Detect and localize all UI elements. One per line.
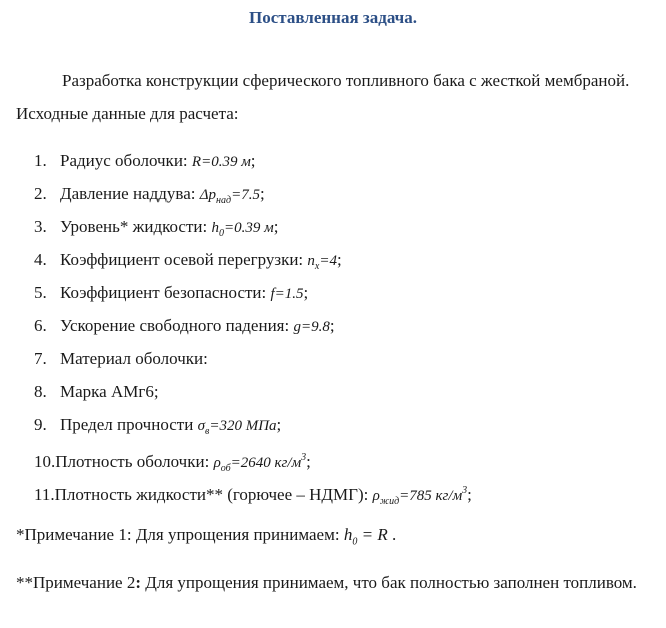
list-item: 11.Плотность жидкости** (горючее – НДМГ): $\rho_{жид}=785$ $кг/м^3$; <box>34 474 654 507</box>
list-item-value: f=1.5 <box>270 286 304 302</box>
input-data-list <box>34 144 654 507</box>
note-1: *Примечание 1: Для упрощения принимаем: $h_0 = R$ . <box>16 525 397 548</box>
list-item-value: R=0.39 м <box>191 154 251 170</box>
list-item-label: Давление наддува: <box>60 184 200 203</box>
page-title: Поставленная задача. <box>249 8 417 27</box>
list-item: 8. Марка АМг6; <box>34 375 654 408</box>
list-item-number: 3. <box>34 217 47 236</box>
list-item-number: 5. <box>34 283 47 302</box>
list-item: 10.Плотность оболочки: $\rho_{об}=2640$ $кг/м^3$; <box>34 441 654 474</box>
list-item: 2. Давление наддува: $\Delta p_{над}=7.5$; <box>34 177 654 210</box>
list-item-label: Плотность жидкости** (горючее – НДМГ): <box>54 485 373 504</box>
note-2-prefix: **Примечание 2 <box>16 573 136 592</box>
list-item-label: Радиус оболочки: <box>60 151 192 170</box>
list-item: 3. Уровень* жидкости: $h_0=0.39$ м; <box>34 210 654 243</box>
list-item-value: $h_0=0.39$ м <box>211 220 274 239</box>
note-1-text: *Примечание 1: Для упрощения принимаем: <box>16 525 344 544</box>
list-item-number: 4. <box>34 250 47 269</box>
list-item-label: Материал оболочки: <box>60 349 208 368</box>
list-item: 5. Коэффициент безопасности: f=1.5; <box>34 276 654 309</box>
list-item-label: Марка АМг6 <box>60 382 154 401</box>
list-item-label: Коэффициент осевой перегрузки: <box>60 250 308 269</box>
list-item-number: 9. <box>34 415 47 434</box>
list-item: 4. Коэффициент осевой перегрузки: $n_x=4$; <box>34 243 654 276</box>
list-item-label: Коэффициент безопасности: <box>60 283 271 302</box>
list-item-value: $n_x=4$ <box>307 253 337 272</box>
list-item-label: Предел прочности <box>60 415 198 434</box>
note-1-formula: $h_0 = R$ <box>343 525 388 548</box>
list-item <box>34 342 654 375</box>
list-item-label: Ускорение свободного падения: <box>60 316 294 335</box>
note-2-text: Для упрощения принимаем, что бак полностью заполнен топливом. <box>141 573 637 592</box>
list-item-number: 11. <box>34 485 55 504</box>
list-item: 9. Предел прочности $\sigma_в=320$ МПа; <box>34 408 654 441</box>
list-item: 1. Радиус оболочки: R=0.39 м; <box>34 144 654 177</box>
intro-text: Разработка конструкции сферического топливного бака с жесткой мембраной. Исходные данные для расчета: <box>16 71 630 123</box>
list-item: 6. Ускорение свободного падения: g=9.8; <box>34 309 654 342</box>
list-item-value: $\Delta p_{над}=7.5$ <box>199 187 260 206</box>
list-item-number: 2. <box>34 184 47 203</box>
list-item-value: $\rho_{жид}=785$ $кг/м^3$ <box>372 485 468 507</box>
list-item-number: 7. <box>34 349 47 368</box>
list-item-number: 10. <box>34 452 56 471</box>
list-item-label: Плотность оболочки: <box>55 452 214 471</box>
list-item-value: $\rho_{об}=2640$ $кг/м^3$ <box>213 452 307 474</box>
list-item-value: g=9.8 <box>293 319 330 335</box>
note-2: **Примечание 2: Для упрощения принимаем, что бак полностью заполнен топливом. <box>16 573 637 592</box>
list-item-number: 8. <box>34 382 47 401</box>
list-item-label: Уровень* жидкости: <box>60 217 212 236</box>
list-item-number: 1. <box>34 151 47 170</box>
list-item-number: 6. <box>34 316 47 335</box>
intro-paragraph <box>16 64 646 130</box>
list-item-value: $\sigma_в=320$ МПа <box>197 418 277 437</box>
